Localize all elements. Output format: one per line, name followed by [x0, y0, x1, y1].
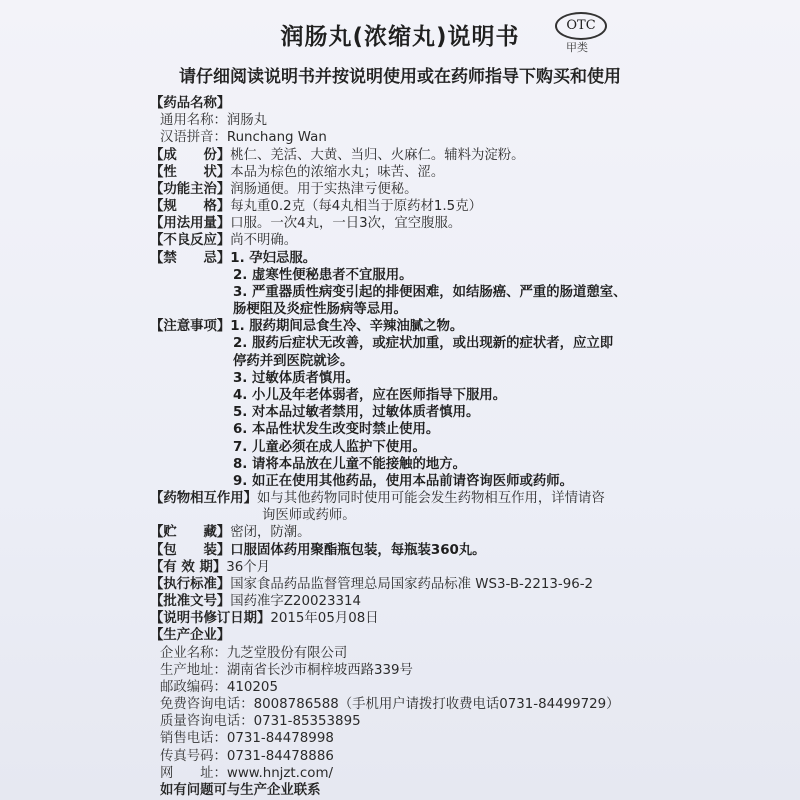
- package-row: [150, 542, 486, 559]
- sales-phone-row: [160, 730, 334, 747]
- pinyin-label: 汉语拼音：: [160, 130, 227, 145]
- otc-class-label: 甲类: [566, 41, 588, 54]
- drug-name-heading: [150, 95, 230, 112]
- revision-label: 【说明书修订日期】: [150, 611, 271, 626]
- precaution-item: 4. 小儿及年老体弱者，应在医师指导下服用。: [233, 388, 507, 403]
- standard-label: 【执行标准】: [150, 577, 231, 592]
- adverse-value: 尚不明确。: [230, 233, 298, 248]
- website-row: [160, 765, 333, 782]
- pinyin-value: Runchang Wan: [226, 130, 327, 145]
- indications-label: 【功能主治】: [150, 182, 231, 197]
- storage-label: 【贮 藏】: [150, 525, 231, 540]
- fax-number-label: 传真号码：: [160, 749, 227, 764]
- precaution-item: 8. 请将本品放在儿童不能接触的地方。: [233, 457, 467, 472]
- precautions-label: 【注意事项】: [150, 319, 231, 334]
- website-value: www.hnjzt.com/: [226, 766, 333, 781]
- contraindication-item: 2. 虚寒性便秘患者不宜服用。: [233, 268, 413, 283]
- dosage-value: 口服。一次4丸，一日3次，宜空腹服。: [230, 216, 462, 231]
- dosage-label: 【用法用量】: [150, 216, 231, 231]
- precautions-row: [150, 318, 463, 335]
- quality-phone-row: [160, 713, 361, 730]
- company-name-row: [160, 645, 347, 662]
- package-label: 【包 装】: [150, 543, 231, 558]
- address-value: 湖南省长沙市桐梓坡西路339号: [226, 663, 413, 678]
- validity-row: [150, 559, 270, 576]
- storage-row: [150, 524, 311, 541]
- precaution-item: 7. 儿童必须在成人监护下使用。: [233, 440, 426, 455]
- fax-number-row: [160, 748, 334, 765]
- hotline-label: 免费咨询电话：: [160, 697, 254, 712]
- standard-value: 国家食品药品监督管理总局国家药品标准 WS3-B-2213-96-2: [230, 577, 594, 592]
- precaution-item: 2. 服药后症状无改善，或症状加重，或出现新的症状者，应立即: [233, 336, 614, 351]
- manufacturer-heading: [150, 627, 230, 644]
- common-name-value: 润肠丸: [226, 113, 268, 128]
- dosage-row: [150, 215, 461, 232]
- ingredients-label: 【成 份】: [150, 148, 231, 163]
- package-value: 口服固体药用聚酯瓶包装，每瓶装360丸。: [230, 543, 486, 558]
- contraindication-item: 1. 孕妇忌服。: [230, 251, 317, 266]
- pinyin-row: [160, 129, 327, 146]
- indications-row: [150, 181, 418, 198]
- precaution-item: 3. 过敏体质者慎用。: [233, 371, 360, 386]
- precaution-item: 5. 对本品过敏者禁用，过敏体质者慎用。: [233, 405, 480, 420]
- standard-row: [150, 576, 593, 593]
- properties-label: 【性 状】: [150, 165, 231, 180]
- properties-value: 本品为棕色的浓缩水丸；味苦、涩。: [230, 165, 445, 180]
- hotline-value: 8008786588（手机用户请拨打收费电话0731-84499729）: [253, 697, 620, 712]
- quality-phone-value: 0731-85353895: [253, 714, 361, 729]
- postcode-row: [160, 679, 278, 696]
- precaution-item: 1. 服药期间忌食生冷、辛辣油腻之物。: [230, 319, 464, 334]
- sales-phone-label: 销售电话：: [160, 731, 227, 746]
- precaution-item: 6. 本品性状发生改变时禁止使用。: [233, 422, 440, 437]
- document-title: 润肠丸(浓缩丸)说明书: [280, 24, 520, 50]
- precaution-item: 停药并到医院就诊。: [233, 354, 354, 369]
- properties-row: [150, 164, 444, 181]
- ingredients-row: [150, 147, 525, 164]
- contraindications-label: 【禁 忌】: [150, 251, 231, 266]
- validity-label: 【有 效 期】: [150, 560, 227, 575]
- drug-name-label: 【药品名称】: [150, 96, 231, 111]
- revision-value: 2015年05月08日: [270, 611, 379, 626]
- common-name-row: [160, 112, 267, 129]
- adverse-label: 【不良反应】: [150, 233, 231, 248]
- interactions-row: [150, 490, 605, 507]
- fax-number-value: 0731-84478886: [226, 749, 334, 764]
- adverse-row: [150, 232, 297, 249]
- specification-value: 每丸重0.2克（每4丸相当于原药材1.5克）: [230, 199, 482, 214]
- validity-value: 36个月: [226, 560, 270, 575]
- approval-label: 【批准文号】: [150, 594, 231, 609]
- approval-value: 国药准字Z20023314: [230, 594, 362, 609]
- specification-row: [150, 198, 482, 215]
- common-name-label: 通用名称：: [160, 113, 227, 128]
- document-subtitle: 请仔细阅读说明书并按说明使用或在药师指导下购买和使用: [179, 67, 621, 87]
- precaution-item: 9. 如正在使用其他药品，使用本品前请咨询医师或药师。: [233, 474, 574, 489]
- company-name-label: 企业名称：: [160, 646, 227, 661]
- manufacturer-label: 【生产企业】: [150, 628, 231, 643]
- hotline-row: [160, 696, 620, 713]
- postcode-value: 410205: [226, 680, 278, 695]
- contraindications-row: [150, 250, 316, 267]
- storage-value: 密闭，防潮。: [230, 525, 311, 540]
- ingredients-value: 桃仁、羌活、大黄、当归、火麻仁。辅料为淀粉。: [230, 148, 525, 163]
- contraindication-item: 3. 严重器质性病变引起的排便困难，如结肠癌、严重的肠道憩室、: [233, 285, 627, 300]
- otc-badge: OTC: [555, 12, 607, 40]
- approval-row: [150, 593, 361, 610]
- revision-row: [150, 610, 379, 627]
- interactions-value-cont: 询医师或药师。: [262, 508, 356, 523]
- specification-label: 【规 格】: [150, 199, 231, 214]
- interactions-value: 如与其他药物同时使用可能会发生药物相互作用，详情请咨: [257, 491, 605, 506]
- website-label: 网 址：: [160, 766, 227, 781]
- footer-note: 如有问题可与生产企业联系: [160, 783, 321, 798]
- interactions-label: 【药物相互作用】: [150, 491, 258, 506]
- company-name-value: 九芝堂股份有限公司: [226, 646, 348, 661]
- sales-phone-value: 0731-84478998: [226, 731, 334, 746]
- address-label: 生产地址：: [160, 663, 227, 678]
- quality-phone-label: 质量咨询电话：: [160, 714, 254, 729]
- indications-value: 润肠通便。用于实热津亏便秘。: [230, 182, 418, 197]
- postcode-label: 邮政编码：: [160, 680, 227, 695]
- contraindication-item: 肠梗阻及炎症性肠病等忌用。: [233, 302, 407, 317]
- address-row: [160, 662, 413, 679]
